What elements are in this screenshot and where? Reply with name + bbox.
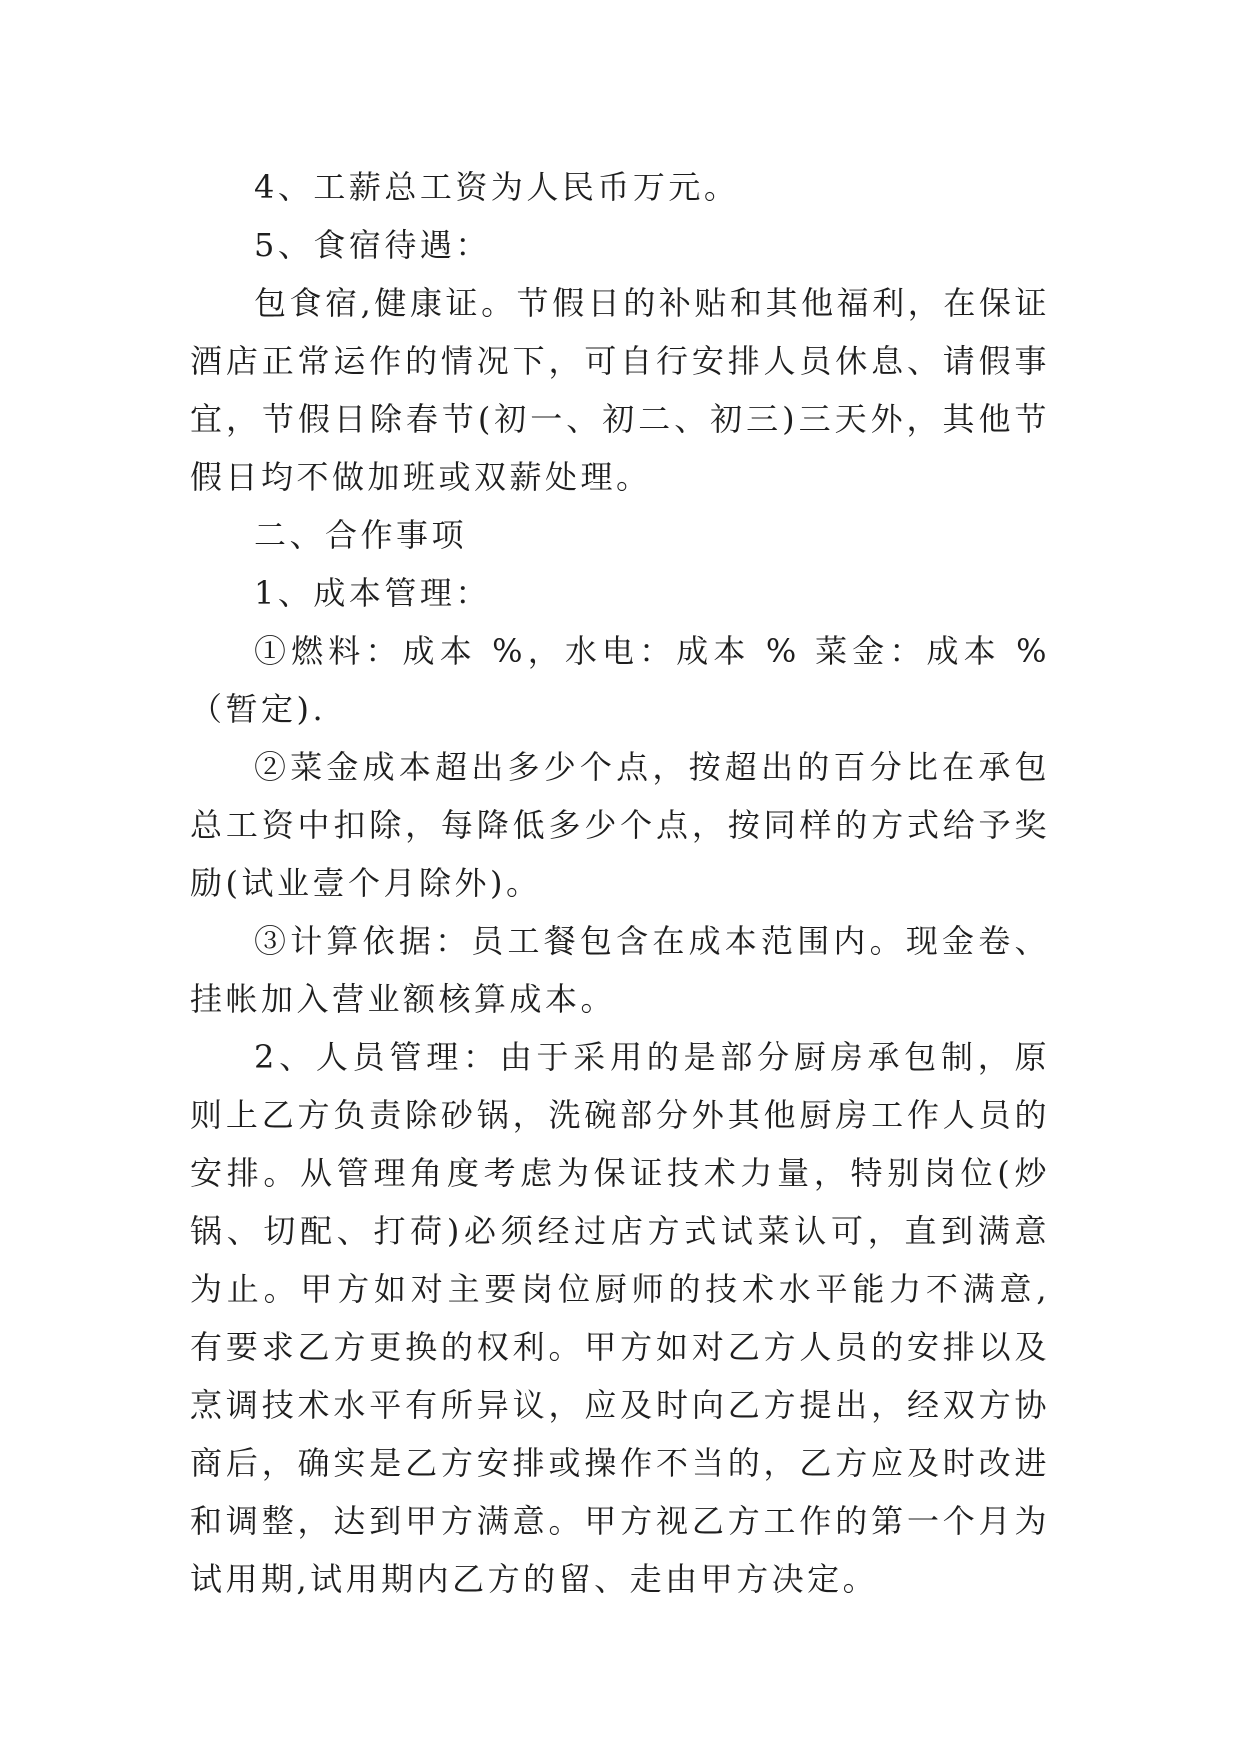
paragraph-personnel-management: 2、人员管理：由于采用的是部分厨房承包制，原则上乙方负责除砂锅，洗碗部分外其他厨房工作人员的安排。从管理角度考虑为保证技术力量，特别岗位(炒锅、切配、打荷)必须经过店方式试菜认可，直到满意为止。甲方如对主要岗位厨师的技术水平能力不满意,有要求乙方更换的权利。甲方如对乙方人员的安排以及烹调技术水平有所异议，应及时向乙方提出，经双方协商后，确实是乙方安排或操作不当的，乙方应及时改进和调整，达到甲方满意。甲方视乙方工作的第一个月为试用期,试用期内乙方的留、走由甲方决定。 [190,1038,1050,1598]
paragraph-cost-item-2: ②菜金成本超出多少个点，按超出的百分比在承包总工资中扣除，每降低多少个点，按同样的方式给予奖励(试业壹个月除外)。 [190,748,1050,902]
paragraph-board-lodging-heading: 5、食宿待遇： [254,226,491,264]
paragraph-cost-management-heading: 1、成本管理： [254,574,491,612]
paragraph-cost-item-1: ①燃料：成本 %，水电：成本 % 菜金：成本 %（暂定). [190,632,1050,728]
section-heading-cooperation: 二、合作事项 [254,516,468,554]
paragraph-board-lodging-details: 包食宿,健康证。节假日的补贴和其他福利，在保证酒店正常运作的情况下，可自行安排人员休息、请假事宜，节假日除春节(初一、初二、初三)三天外，其他节假日均不做加班或双薪处理。 [190,284,1050,496]
paragraph-salary: 4、工薪总工资为人民币万元。 [254,168,740,206]
paragraph-cost-item-3: ③计算依据：员工餐包含在成本范围内。现金卷、挂帐加入营业额核算成本。 [190,922,1050,1018]
document-body [190,158,1050,1608]
